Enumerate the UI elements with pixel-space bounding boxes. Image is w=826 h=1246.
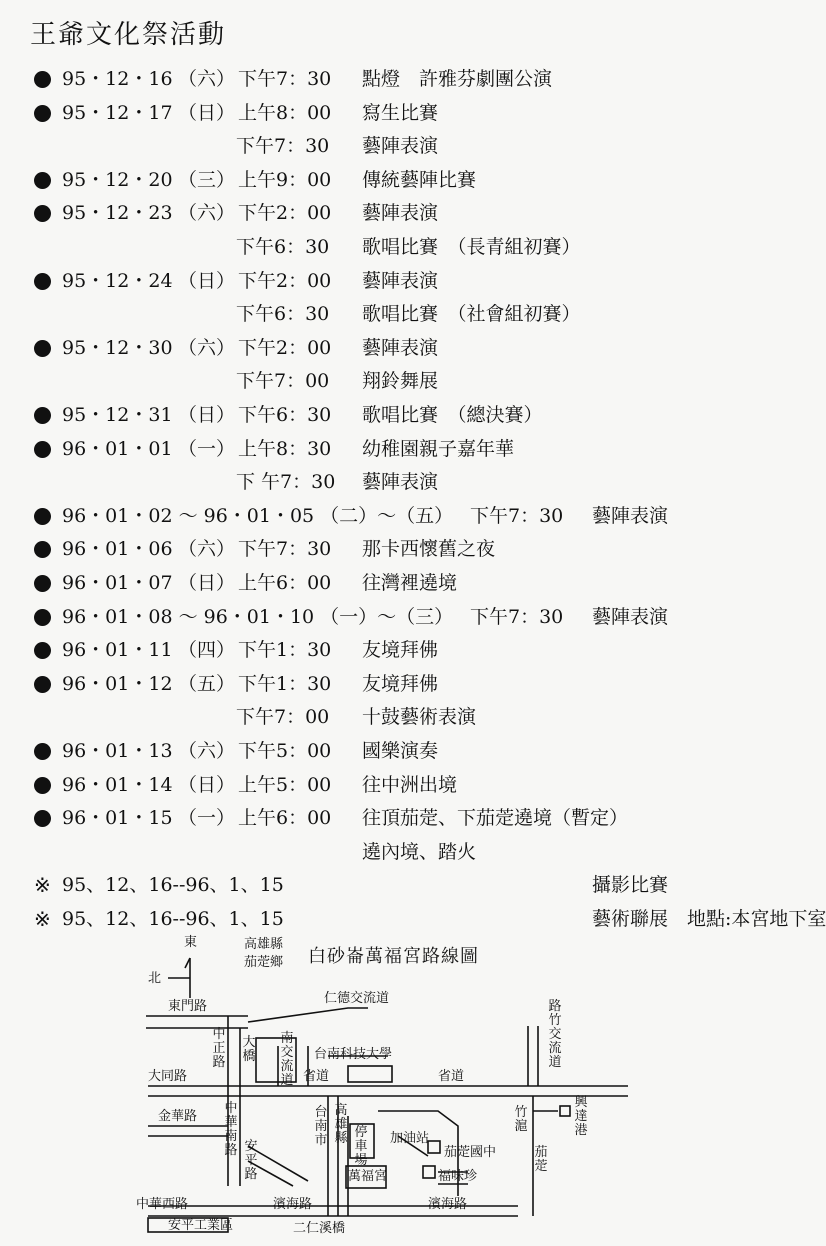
label-gas-station: 加油站 — [390, 1131, 430, 1146]
event-time: 下午6：30 — [236, 303, 330, 326]
schedule-row — [0, 264, 716, 298]
event-time: 上午5：00 — [238, 773, 332, 796]
label-zhonghua-s: 中華南路 — [224, 1101, 238, 1158]
schedule-row — [0, 230, 716, 264]
event-date: 95・12・16 — [62, 68, 173, 90]
schedule-row — [0, 297, 716, 331]
schedule-row — [0, 532, 716, 566]
label-anping: 安平路 — [244, 1139, 258, 1182]
compass-north: 北 — [148, 971, 162, 986]
bullet-dot — [34, 743, 51, 760]
event-time: 上午8：30 — [238, 437, 332, 460]
bullet-dot — [34, 105, 51, 122]
event-time: 下午2：00 — [238, 269, 332, 292]
event-time: 下午7：00 — [236, 706, 330, 729]
event-date: 95・12・20 — [62, 168, 173, 191]
schedule-row — [0, 129, 716, 163]
event-name: 藝陣表演 — [362, 135, 439, 158]
event-name: 藝陣表演 — [362, 336, 439, 359]
event-name: 藝陣表演 — [592, 605, 669, 628]
event-time: 下午2：00 — [238, 336, 332, 359]
compass-east: 東 — [184, 935, 198, 950]
label-shengdao-1: 省道 — [303, 1069, 330, 1084]
label-zhongzheng: 中正路 — [212, 1027, 226, 1070]
event-date: 96・01・01 — [62, 437, 173, 460]
label-temple: 萬福宮 — [348, 1169, 388, 1184]
event-name: 翔鈴舞展 — [362, 370, 439, 393]
event-time: 下午7：30 — [470, 504, 564, 527]
schedule-row — [0, 566, 716, 600]
bullet-dot — [34, 273, 51, 290]
bullet-dot — [34, 609, 51, 626]
event-time: 下午7：00 — [236, 370, 330, 393]
event-time: 下午2：00 — [238, 202, 332, 225]
label-fuwei: 福味珍 — [438, 1169, 478, 1184]
event-date: 96・01・07 — [62, 572, 173, 594]
event-day: （六） — [178, 336, 236, 359]
event-name: 歌唱比賽 （社會組初賽） — [362, 303, 581, 326]
bullet-dot — [34, 810, 51, 827]
label-qieding: 茄萣 — [534, 1145, 548, 1174]
event-date: 96・01・14 — [62, 773, 173, 796]
map-title: 白砂崙萬福宮路線圖 — [308, 946, 479, 967]
event-day: （日） — [178, 101, 236, 124]
event-day: （日） — [178, 269, 236, 292]
bullet-dot — [34, 340, 51, 357]
event-date: 95・12・31 — [62, 404, 173, 426]
bullet-dot — [34, 541, 51, 558]
label-tainan-tech: 台南科技大學 — [314, 1047, 393, 1062]
event-day: （日） — [178, 773, 236, 796]
schedule-row — [0, 835, 716, 869]
event-name: 歌唱比賽 （總決賽） — [362, 404, 543, 426]
event-time: 下午1：30 — [238, 639, 332, 662]
label-tainan-city: 台南市 — [314, 1105, 328, 1148]
event-day: （六） — [178, 202, 236, 225]
event-date: 95・12・30 — [62, 336, 173, 359]
event-date: 96・01・15 — [62, 807, 173, 830]
event-time: 上午9：00 — [238, 168, 332, 191]
route-map-lines — [128, 936, 698, 1236]
event-date: 95、12、16--96、1、15 — [62, 908, 284, 930]
event-time: 上午6：00 — [238, 572, 332, 594]
event-time: 下 午7：30 — [236, 471, 336, 494]
event-time: 下午7：30 — [236, 135, 330, 158]
bullet-dot — [34, 508, 51, 525]
label-luzhu: 路竹交流道 — [548, 999, 562, 1070]
event-day: （六） — [178, 740, 236, 762]
event-date: 95、12、16--96、1、15 — [62, 874, 284, 897]
schedule-row — [0, 768, 716, 802]
page-title: 王爺文化祭活動 — [30, 20, 227, 50]
label-erren: 二仁溪橋 — [293, 1221, 346, 1236]
label-parking: 停車場 — [354, 1125, 368, 1168]
event-name: 往灣裡遶境 — [362, 572, 458, 594]
event-time: 下午6：30 — [236, 236, 330, 258]
label-nanjiao: 南交流道 — [280, 1031, 294, 1088]
event-day: （六） — [178, 538, 236, 561]
label-zhuhu: 竹滬 — [514, 1105, 528, 1134]
event-date: 96・01・12 — [62, 672, 173, 695]
schedule-row — [0, 734, 716, 768]
route-map — [128, 936, 698, 1236]
event-name: 歌唱比賽 （長青組初賽） — [362, 236, 581, 258]
event-name: 友境拜佛 — [362, 639, 439, 662]
label-east-gate-rd: 東門路 — [168, 999, 208, 1014]
schedule-row — [0, 499, 716, 533]
bullet-dot — [34, 642, 51, 659]
event-day: （一） — [178, 437, 236, 460]
event-time: 下午6：30 — [238, 404, 332, 426]
schedule-row — [0, 331, 716, 365]
label-jinhua: 金華路 — [158, 1109, 198, 1124]
bullet-dot — [34, 407, 51, 424]
event-date: 95・12・24 — [62, 269, 173, 292]
event-date: 96・01・08 ～ 96・01・10 （一）～（三） — [62, 605, 454, 628]
event-name: 那卡西懷舊之夜 — [362, 538, 496, 561]
schedule-row — [0, 633, 716, 667]
label-binhai-1: 濱海路 — [273, 1197, 313, 1212]
schedule-row — [0, 96, 716, 130]
event-time: 下午7：30 — [238, 538, 332, 561]
bullet-dot — [34, 172, 51, 189]
event-name: 往頂茄萣、下茄萣遶境（暫定） — [362, 807, 629, 830]
label-qieding-school: 茄萣國中 — [444, 1145, 497, 1160]
schedule-row — [0, 902, 826, 936]
schedule-row — [0, 398, 716, 432]
bullet-dot — [34, 205, 51, 222]
event-day: （五） — [178, 672, 236, 695]
label-zhonghua-w: 中華西路 — [136, 1197, 189, 1212]
event-date: 95・12・17 — [62, 101, 173, 124]
bullet-dot — [34, 777, 51, 794]
bullet-dot — [34, 71, 51, 88]
event-name: 往中洲出境 — [362, 773, 458, 796]
bullet-dot — [34, 441, 51, 458]
event-time: 下午1：30 — [238, 672, 332, 695]
schedule-row — [0, 364, 716, 398]
label-xingda: 興達港 — [574, 1095, 588, 1138]
event-time: 上午6：00 — [238, 807, 332, 830]
event-time: 下午7：30 — [470, 605, 564, 628]
event-day: （日） — [178, 572, 236, 594]
label-anping-industrial: 安平工業區 — [168, 1218, 234, 1233]
event-name: 藝陣表演 — [592, 504, 669, 527]
schedule-row — [0, 868, 716, 902]
event-name: 藝術聯展 地點:本宮地下室 — [592, 908, 826, 930]
event-time: 下午7：30 — [238, 68, 332, 90]
event-name: 藝陣表演 — [362, 269, 439, 292]
event-name: 攝影比賽 — [592, 874, 669, 897]
schedule-row — [0, 801, 716, 835]
event-time: 下午5：00 — [238, 740, 332, 762]
event-name: 點燈 許雅芬劇團公演 — [362, 68, 553, 90]
event-name: 幼稚園親子嘉年華 — [362, 437, 515, 460]
label-gaoxiong: 高雄縣 — [334, 1103, 348, 1146]
label-shengdao-2: 省道 — [438, 1069, 465, 1084]
schedule-row — [0, 432, 716, 466]
event-name: 藝陣表演 — [362, 202, 439, 225]
event-date: 95・12・23 — [62, 202, 173, 225]
label-renai: 仁德交流道 — [324, 991, 390, 1006]
schedule-row — [0, 196, 716, 230]
event-day: （一） — [178, 807, 236, 830]
map-town-label: 茄萣鄉 — [244, 955, 284, 970]
map-county-label: 高雄縣 — [244, 937, 284, 952]
bullet-dot — [34, 575, 51, 592]
event-date: 96・01・11 — [62, 639, 173, 662]
event-day: （六） — [178, 68, 236, 90]
event-name: 寫生比賽 — [362, 101, 439, 124]
schedule-row — [0, 700, 716, 734]
bullet-dot — [34, 676, 51, 693]
event-date: 96・01・02 ～ 96・01・05 （二）～（五） — [62, 504, 454, 527]
event-date: 96・01・13 — [62, 740, 173, 762]
note-mark: ※ — [34, 873, 51, 898]
event-name: 遶內境、踏火 — [362, 840, 477, 863]
event-name: 傳統藝陣比賽 — [362, 168, 477, 191]
event-name: 國樂演奏 — [362, 740, 439, 762]
schedule-row — [0, 600, 716, 634]
event-date: 96・01・06 — [62, 538, 173, 561]
event-day: （日） — [178, 404, 236, 426]
note-mark: ※ — [34, 907, 51, 931]
event-day: （三） — [178, 168, 236, 191]
schedule-row — [0, 163, 716, 197]
event-name: 十鼓藝術表演 — [362, 706, 477, 729]
event-name: 藝陣表演 — [362, 471, 439, 494]
schedule-row — [0, 667, 716, 701]
schedule-row — [0, 62, 716, 96]
schedule-row — [0, 465, 716, 499]
event-name: 友境拜佛 — [362, 672, 439, 695]
event-day: （四） — [178, 639, 236, 662]
event-time: 上午8：00 — [238, 101, 332, 124]
label-binhai-2: 濱海路 — [428, 1197, 468, 1212]
label-longqiao: 大橋 — [242, 1035, 256, 1064]
label-datong: 大同路 — [148, 1069, 188, 1084]
